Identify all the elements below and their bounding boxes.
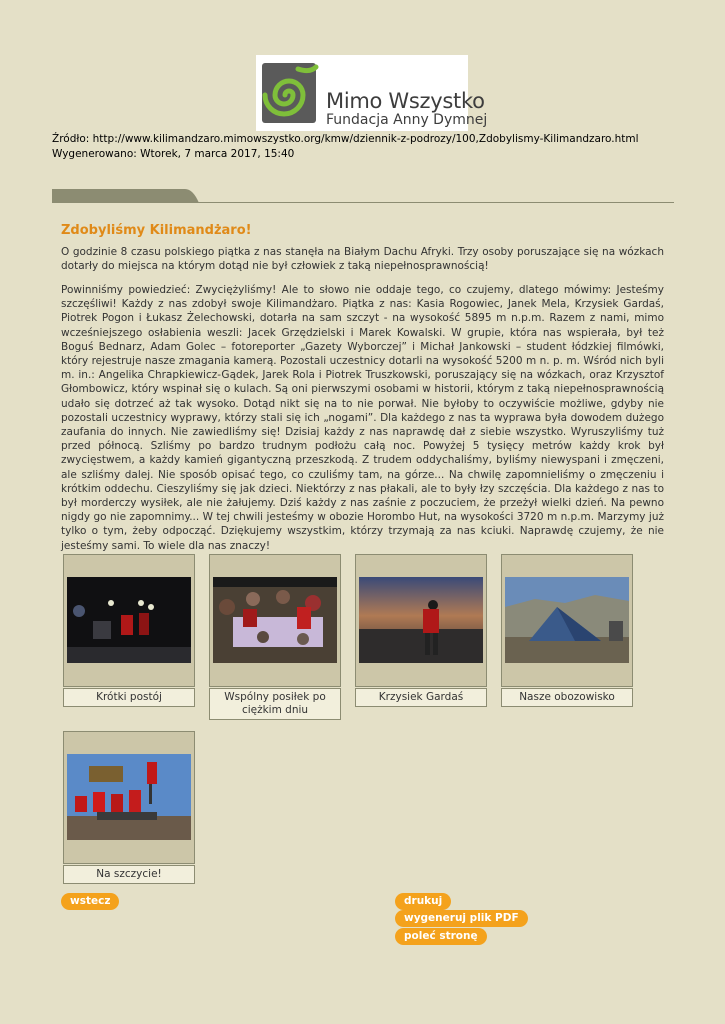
header-divider [52,189,674,203]
divider-line [52,202,674,203]
photo-caption: Krzysiek Gardaś [355,688,487,707]
photo-thumb-krzysiek[interactable] [355,554,487,687]
divider-tab [169,189,201,203]
divider-block [52,189,169,203]
photo-group-meal [213,577,337,663]
photo-thumb-rest-stop[interactable] [63,554,195,687]
logo-title: Mimo Wszystko [326,89,485,113]
logo [256,55,488,131]
source-url: Źródło: http://www.kilimandzaro.mimowszystko.org/kmw/dziennik-z-podrozy/100,Zdobylismy-Kilimandzaro.html [52,133,639,145]
generate-pdf-button[interactable]: wygeneruj plik PDF [395,910,528,927]
photo-tent-camp [505,577,629,663]
generated-date: Wygenerowano: Wtorek, 7 marca 2017, 15:40 [52,148,295,160]
photo-caption: Wspólny posiłek po ciężkim dniu [209,688,341,720]
photo-caption: Na szczycie! [63,865,195,884]
logo-subtitle: Fundacja Anny Dymnej [326,112,488,128]
photo-caption: Krótki postój [63,688,195,707]
article-title: Zdobyliśmy Kilimandżaro! [61,223,252,238]
source-meta [52,132,639,162]
photo-dawn-climber [359,577,483,663]
spiral-logo-icon [258,59,320,127]
photo-caption: Nasze obozowisko [501,688,633,707]
photo-night-rest [67,577,191,663]
recommend-page-button[interactable]: poleć stronę [395,928,487,945]
print-button[interactable]: drukuj [395,893,451,910]
photo-summit-group [67,754,191,840]
photo-thumb-meal[interactable] [209,554,341,687]
article-body: Powinniśmy powiedzieć: Zwyciężyliśmy! Ale to słowo nie oddaje tego, co czujemy, dlatego mówimy: Jesteśmy szczęśliwi! Każdy z nas zdobył swoje Kilimandżaro. Piątka z nas: Kasia Rogowiec, Janek Mela, Krzysiek Gardaś, Piotrek Pogon i Łukasz Żelechowski, dotarła na sam szczyt - na wysokość 5895 m n.p.m. Razem z nami, mimo wcześniejszego osłabienia weszli: Jacek Grzędzielski i Marek Kowalski. W grupie, która nas wspierała, był też Boguś Bednarz, Adam Golec – fotoreporter „Gazety Wyborczej” i Michał Jankowski – student łódzkiej filmówki, który rejestruje nasze zmagania kamerą. Pozostali uczestnicy dotarli na wysokość 5200 m n. p. m. Wśród nich byli m. in.: Angelika Chrapkiewicz-Gądek, Jarek Rola i Piotrek Truszkowski, poruszający się na wózkach, oraz Krzysztof Głombowicz, który wspinał się o kulach. Są oni pierwszymi osobami w historii, którym z taką niepełnosprawnością udało się dotrzeć aż tak wysoko. Dotąd nikt się na to nie porwał. Nie byłoby to oczywiście możliwe, gdyby nie pozostali uczestnicy wyprawy, którzy stali się ich „nogami”. Dla każdego z nas ta wyprawa była dowodem dużego zaufania do innych. Nie zawiedliśmy się! Dzisiaj każdy z nas naprawdę dał z siebie wszystko. Wyruszyliśmy tuż przed północą. Szliśmy po bardzo trudnym podłożu całą noc. Powyżej 5 tysięcy metrów każdy krok był zwycięstwem, a każdy kamień gigantyczną przeszkodą. Z trudem oddychaliśmy, byliśmy niewyspani i zmęczeni, ale szliśmy dalej. Nie sposób opisać tego, co czuliśmy tam, na górze... Na chwilę zapomnieliśmy o zmęczeniu i krótkim oddechu. Cieszyliśmy się jak dzieci. Niektórzy z nas płakali, ale to były łzy szczęścia. Dla każdego z nas to był morderczy wysiłek, ale nie żałujemy. Dziś każdy z nas zaśnie z poczuciem, że przeżył wielki dzień. Na pewno nigdy go nie zapomnimy... W tej chwili jesteśmy w obozie Horombo Hut, na wysokości 3720 m n.p.m. Marzymy już tylko o tym, żeby odpocząć. Dziękujemy wszystkim, którzy trzymają za nas kciuki. Naprawdę czujemy, że nie jesteśmy sami. To wiele dla nas znaczy! [61,284,664,552]
photo-thumb-camp[interactable] [501,554,633,687]
back-button[interactable]: wstecz [61,893,119,910]
article-lead: O godzinie 8 czasu polskiego piątka z nas stanęła na Białym Dachu Afryki. Trzy osoby poruszające się na wózkach dotarły do miejsca na którym dotąd nie był człowiek z taką niepełnosprawnością! [61,246,664,273]
photo-thumb-summit[interactable] [63,731,195,864]
